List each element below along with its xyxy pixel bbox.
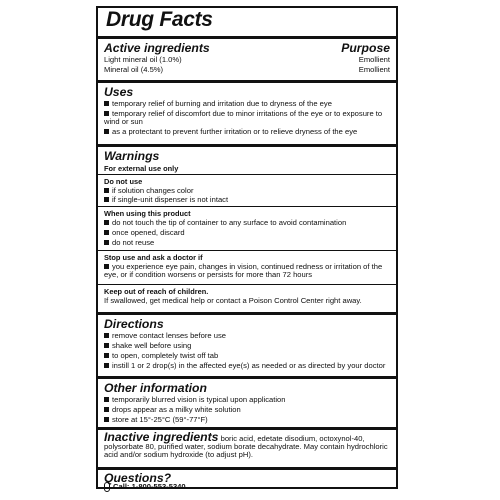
uses-section: [98, 80, 396, 147]
directions-item-3: to open, completely twist off tab: [104, 352, 390, 360]
drug-facts-panel: [96, 6, 398, 489]
when-using-item-1: do not touch the tip of container to any surface to avoid contamination: [104, 219, 390, 227]
keep-out-heading: Keep out of reach of children.: [104, 287, 209, 296]
external-use-text: For external use only: [104, 164, 179, 173]
uses-heading: Uses: [104, 85, 134, 99]
do-not-use-item-1: if solution changes color: [104, 187, 390, 195]
drug-facts-title: Drug Facts: [106, 8, 213, 31]
bullet-icon: [104, 188, 109, 193]
active-ingredients-section: [98, 36, 396, 83]
other-info-item-2: drops appear as a milky white solution: [104, 406, 390, 414]
when-using-item-3: do not reuse: [104, 239, 390, 247]
inactive-ingredients-heading: Inactive ingredients: [104, 430, 219, 444]
directions-item-4: instill 1 or 2 drop(s) in the affected eye(s) as needed or as directed by your doctor: [104, 362, 390, 370]
active-row-2: [104, 66, 390, 74]
bullet-icon: [104, 333, 109, 338]
other-info-section: [98, 376, 396, 430]
bullet-icon: [104, 353, 109, 358]
divider: [98, 250, 396, 251]
divider: [98, 206, 396, 207]
questions-heading: Questions?: [104, 471, 172, 485]
divider: [98, 284, 396, 285]
active-ingredient-1: Light mineral oil (1.0%): [104, 56, 182, 64]
inactive-ingredients-text: boric acid, edetate disodium, octoxynol-40, polysorbate 80, purified water, sodium borate decahydrate. May contain hydrochloric acid and/or sodium hydroxide (to adjust pH).: [104, 434, 388, 460]
bullet-icon: [104, 129, 109, 134]
bullet-icon: [104, 343, 109, 348]
warnings-heading: Warnings: [104, 149, 160, 163]
directions-item-2: shake well before using: [104, 342, 390, 350]
bullet-icon: [104, 197, 109, 202]
divider: [98, 174, 396, 175]
bullet-icon: [104, 363, 109, 368]
bullet-icon: [104, 111, 109, 116]
other-info-item-3: store at 15°-25°C (59°-77°F): [104, 416, 390, 424]
do-not-use-item-2: if single-unit dispenser is not intact: [104, 196, 390, 204]
bullet-icon: [104, 407, 109, 412]
when-using-item-2: once opened, discard: [104, 229, 390, 237]
active-ingredient-2: Mineral oil (4.5%): [104, 66, 164, 74]
inactive-ingredients-section: [98, 427, 396, 470]
bullet-icon: [104, 220, 109, 225]
active-ingredients-heading: Active ingredients: [104, 41, 210, 55]
stop-use-heading: Stop use and ask a doctor if: [104, 253, 203, 262]
purpose-heading: Purpose: [341, 41, 390, 55]
when-using-heading: When using this product: [104, 209, 191, 218]
inactive-ingredients-block: [104, 430, 390, 460]
phone-icon: [104, 482, 110, 492]
other-info-item-1: temporarily blurred vision is typical upon application: [104, 396, 390, 404]
uses-item-3: as a protectant to prevent further irritation or to relieve dryness of the eye: [104, 128, 390, 136]
call-line: [104, 482, 186, 492]
warnings-section: [98, 144, 396, 315]
bullet-icon: [104, 101, 109, 106]
active-purpose-2: Emollient: [358, 66, 390, 74]
directions-heading: Directions: [104, 317, 164, 331]
active-row-1: [104, 56, 390, 64]
do-not-use-heading: Do not use: [104, 177, 143, 186]
keep-out-text: If swallowed, get medical help or contact a Poison Control Center right away.: [104, 296, 362, 305]
uses-item-2: temporary relief of discomfort due to minor irritations of the eye or to exposure to wind or sun: [104, 109, 383, 126]
phone-number: Call: 1-800-553-5340: [113, 482, 186, 491]
active-purpose-1: Emollient: [358, 56, 390, 64]
bullet-icon: [104, 417, 109, 422]
bullet-icon: [104, 264, 109, 269]
bullet-icon: [104, 240, 109, 245]
directions-item-1: remove contact lenses before use: [104, 332, 390, 340]
bullet-icon: [104, 397, 109, 402]
uses-item-1: temporary relief of burning and irritation due to dryness of the eye: [104, 100, 390, 108]
stop-use-item-1: you experience eye pain, changes in vision, continued redness or irritation of the eye, or if condition worsens or persists for more than 72 hours: [104, 262, 383, 279]
directions-section: [98, 312, 396, 379]
other-info-heading: Other information: [104, 381, 207, 395]
bullet-icon: [104, 230, 109, 235]
